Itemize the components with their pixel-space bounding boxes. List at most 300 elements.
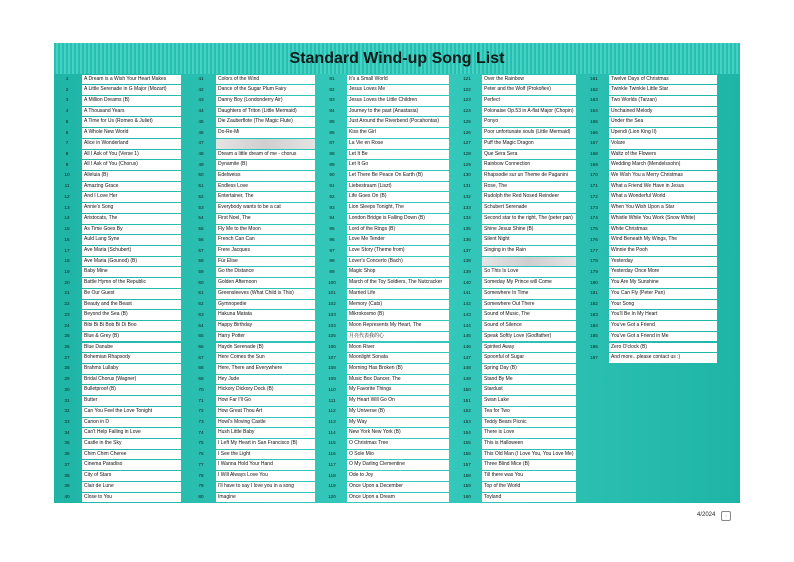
song-number: 179 <box>590 268 598 274</box>
song-title: Bridal Chorus (Wagner) <box>82 375 181 385</box>
song-row <box>454 385 576 396</box>
song-row <box>319 299 449 310</box>
song-title: Blue & Grey (B) <box>82 332 181 342</box>
song-title: My Favorite Things <box>347 385 449 395</box>
song-row <box>54 438 181 449</box>
song-title: Rhapsodie sur un Theme de Paganini <box>482 171 576 181</box>
song-title: Can You Feel the Love Tonight <box>82 407 181 417</box>
song-title: It's a Small World <box>347 75 449 85</box>
song-number: 98 <box>329 258 335 264</box>
song-title: Imagine <box>216 493 315 503</box>
song-row <box>54 481 181 492</box>
song-title: Beyond the Sea (B) <box>82 310 181 320</box>
song-title: Brahms Lullaby <box>82 364 181 374</box>
song-title: How Great Thou Art <box>216 407 315 417</box>
song-column <box>188 74 315 503</box>
song-title: Ponyo <box>482 117 576 127</box>
song-number: 70 <box>198 386 204 392</box>
song-title: New York New York (B) <box>347 428 449 438</box>
song-number: 1 <box>65 76 69 81</box>
song-title: Puff the Magic Dragon <box>482 139 576 149</box>
song-title: Howl's Moving Castle <box>216 418 315 428</box>
song-title: We Wish You a Merry Christmas <box>609 171 717 181</box>
song-title: Edelweiss <box>216 171 315 181</box>
song-title: Yesterday Once More <box>609 267 717 277</box>
song-row <box>454 278 576 289</box>
song-title: Cinema Paradiso <box>82 460 181 470</box>
song-number: 168 <box>590 151 598 157</box>
song-row <box>581 170 717 181</box>
song-number: 20 <box>64 279 70 285</box>
song-number: 5 <box>65 118 69 124</box>
song-row <box>454 170 576 181</box>
song-title: Ave Maria (Gounod) (B) <box>82 257 181 267</box>
song-number: 44 <box>198 108 204 114</box>
song-row <box>454 481 576 492</box>
song-number: 150 <box>463 386 471 392</box>
song-number: 157 <box>463 461 471 467</box>
song-row <box>454 374 576 385</box>
song-title: Winnie the Pooh <box>609 246 717 256</box>
song-number: 67 <box>198 354 204 360</box>
song-title <box>216 139 315 149</box>
song-row <box>319 396 449 407</box>
song-title: Mikrokosmo (B) <box>347 310 449 320</box>
song-number: 45 <box>198 118 204 124</box>
song-row <box>319 417 449 428</box>
song-title: White Christmas <box>609 225 717 235</box>
song-number: 141 <box>463 290 471 296</box>
footer-date: 4/2024 <box>697 512 716 518</box>
song-title: Twinkle Twinkle Little Star <box>609 85 717 95</box>
song-number: 136 <box>463 236 471 242</box>
song-number: 107 <box>328 354 336 360</box>
song-number: 164 <box>590 108 598 114</box>
song-title: Let It Go <box>347 160 449 170</box>
song-row <box>188 299 315 310</box>
song-number: 114 <box>328 429 336 435</box>
song-row <box>581 160 717 171</box>
song-row <box>454 213 576 224</box>
song-number: 15 <box>64 226 70 232</box>
song-number: 22 <box>64 301 70 307</box>
song-row <box>188 374 315 385</box>
song-row <box>581 321 717 332</box>
song-title: You've Got a Friend <box>609 321 717 331</box>
song-title: Für Elise <box>216 257 315 267</box>
song-number: 24 <box>64 322 70 328</box>
song-title: Memory (Cats) <box>347 300 449 310</box>
song-row <box>188 406 315 417</box>
song-title: Sound of Silence <box>482 321 576 331</box>
song-number: 52 <box>198 193 204 199</box>
song-row <box>319 342 449 353</box>
song-number: 176 <box>590 236 598 242</box>
song-row <box>188 203 315 214</box>
song-row <box>454 149 576 160</box>
song-title: Here Comes the Sun <box>216 353 315 363</box>
song-number: 155 <box>463 440 471 446</box>
song-title: O Sole Mio <box>347 450 449 460</box>
song-title: Upendi (Lion King II) <box>609 128 717 138</box>
song-row <box>454 310 576 321</box>
song-number: 143 <box>463 311 471 317</box>
song-number: 26 <box>64 344 70 349</box>
song-row <box>319 95 449 106</box>
song-title: You've Got a Friend in Me <box>609 332 717 342</box>
song-title: I See the Light <box>216 450 315 460</box>
song-number: 152 <box>463 408 471 414</box>
song-title: Volare <box>609 139 717 149</box>
song-title: Hush Little Baby <box>216 428 315 438</box>
song-title: Moon Represents My Heart, The <box>347 321 449 331</box>
song-row <box>188 170 315 181</box>
song-row <box>188 471 315 482</box>
song-title: Yesterday <box>609 257 717 267</box>
song-number: 71 <box>198 397 204 403</box>
song-row <box>581 74 717 85</box>
song-row <box>54 385 181 396</box>
song-number: 55 <box>198 226 204 232</box>
song-title: Somewhere In Time <box>482 289 576 299</box>
song-number: 145 <box>463 333 471 339</box>
song-number: 34 <box>64 429 70 435</box>
song-row <box>581 95 717 106</box>
song-number: 40 <box>64 494 70 500</box>
song-row <box>454 181 576 192</box>
song-number: 117 <box>328 461 336 467</box>
song-title: Zero O'clock (B) <box>609 343 717 353</box>
song-row <box>188 353 315 364</box>
song-title: Hakuna Matata <box>216 310 315 320</box>
song-title: Journey to the past (Anastasia) <box>347 107 449 117</box>
song-row <box>319 138 449 149</box>
song-title: Singing in the Rain <box>482 246 576 256</box>
song-number: 120 <box>328 494 336 500</box>
song-number: 154 <box>463 429 471 435</box>
song-title: Rainbow Connection <box>482 160 576 170</box>
song-row <box>319 85 449 96</box>
song-number: 181 <box>590 290 598 296</box>
song-row <box>454 353 576 364</box>
song-title: Fly Me to the Moon <box>216 225 315 235</box>
song-title: Once Upon a Dream <box>347 493 449 503</box>
song-row <box>454 342 576 353</box>
song-number: 79 <box>198 483 204 489</box>
song-row <box>188 278 315 289</box>
song-title: This Old Man (I Love You, You Love Me) <box>482 450 576 460</box>
song-row <box>319 235 449 246</box>
song-title: Stardust <box>482 385 576 395</box>
song-row <box>54 170 181 181</box>
song-row <box>581 331 717 342</box>
song-number: 174 <box>590 215 598 221</box>
song-number: 74 <box>198 429 204 435</box>
song-number: 125 <box>463 118 471 124</box>
song-row <box>454 95 576 106</box>
song-row <box>54 363 181 374</box>
song-row <box>454 138 576 149</box>
song-number: 187 <box>590 354 598 360</box>
song-row <box>319 181 449 192</box>
song-number: 184 <box>590 322 598 328</box>
song-title: Jesus Loves the Little Children <box>347 96 449 106</box>
song-title: Under the Sea <box>609 117 717 127</box>
song-row <box>581 213 717 224</box>
song-row <box>319 363 449 374</box>
song-title: Spirited Away <box>482 343 576 353</box>
song-number: 156 <box>463 451 471 457</box>
song-number: 163 <box>590 97 598 103</box>
song-number: 115 <box>328 440 336 446</box>
song-row <box>319 149 449 160</box>
song-number: 147 <box>463 354 471 360</box>
song-title: Harry Potter <box>216 332 315 342</box>
song-row <box>188 321 315 332</box>
song-row <box>454 106 576 117</box>
song-row <box>319 278 449 289</box>
page-title: Standard Wind-up Song List <box>289 50 505 67</box>
song-title: Here, There and Everywhere <box>216 364 315 374</box>
song-row <box>454 246 576 257</box>
song-number: 75 <box>198 440 204 446</box>
song-title: French Can Can <box>216 235 315 245</box>
song-title: Everybody wants to be a cat <box>216 203 315 213</box>
song-row <box>54 192 181 203</box>
song-row <box>54 224 181 235</box>
song-title: Do-Re-Mi <box>216 128 315 138</box>
song-column <box>454 74 576 503</box>
song-title: Annie's Song <box>82 203 181 213</box>
song-title: London Bridge is Falling Down (B) <box>347 214 449 224</box>
song-row <box>454 74 576 85</box>
song-row <box>54 321 181 332</box>
song-title: I Left My Heart in San Francisco (B) <box>216 439 315 449</box>
song-number: 27 <box>64 354 70 360</box>
song-row <box>54 449 181 460</box>
song-row <box>581 128 717 139</box>
song-title: Top of the World <box>482 482 576 492</box>
song-number: 159 <box>463 483 471 489</box>
song-number: 86 <box>329 129 335 135</box>
song-row <box>454 492 576 503</box>
song-number: 149 <box>463 376 471 382</box>
song-title: And more...please contact us :) <box>609 353 717 363</box>
song-title: A Whole New World <box>82 128 181 138</box>
song-row <box>581 106 717 117</box>
song-title: Golden Afternoon <box>216 278 315 288</box>
song-number: 178 <box>590 258 598 264</box>
song-number: 111 <box>328 397 336 403</box>
song-number: 122 <box>463 86 471 92</box>
song-number: 3 <box>65 97 69 103</box>
song-title: Dream a little dream of me - chorus <box>216 150 315 160</box>
song-number: 108 <box>328 365 336 371</box>
corner-mark-icon: ▫ <box>721 511 731 521</box>
song-row <box>54 406 181 417</box>
song-row <box>454 160 576 171</box>
song-title: Gymnopedie <box>216 300 315 310</box>
song-row <box>188 481 315 492</box>
song-number: 58 <box>198 258 204 264</box>
song-title: Baby Mine <box>82 267 181 277</box>
song-number: 19 <box>64 268 70 274</box>
song-row <box>581 267 717 278</box>
song-title: A Dream is a Wish Your Heart Makes <box>82 75 181 85</box>
song-row <box>319 321 449 332</box>
song-row <box>319 192 449 203</box>
song-row <box>54 138 181 149</box>
song-number: 59 <box>198 268 204 274</box>
song-title: And I Love Her <box>82 192 181 202</box>
song-title: Magic Shop <box>347 267 449 277</box>
song-title: So This Is Love <box>482 267 576 277</box>
song-title: Rudolph the Red Nosed Reindeer <box>482 192 576 202</box>
song-number: 116 <box>328 451 336 457</box>
song-title: Alice in Wonderland <box>82 139 181 149</box>
song-number: 161 <box>590 76 598 81</box>
song-title: Go the Distance <box>216 267 315 277</box>
song-number: 48 <box>198 151 204 157</box>
song-number: 38 <box>64 472 70 478</box>
song-title: Haydn Serenade (B) <box>216 343 315 353</box>
song-number: 171 <box>590 183 598 189</box>
song-row <box>581 224 717 235</box>
song-number: 17 <box>64 247 70 253</box>
song-number: 167 <box>590 140 598 146</box>
song-column <box>54 74 181 503</box>
song-row <box>188 385 315 396</box>
song-row <box>54 85 181 96</box>
song-number: 25 <box>64 333 70 339</box>
song-number: 110 <box>328 386 336 392</box>
song-number: 65 <box>198 333 204 339</box>
song-row <box>54 492 181 503</box>
song-title: Jesus Loves Me <box>347 85 449 95</box>
song-row <box>319 160 449 171</box>
song-row <box>319 246 449 257</box>
song-title: March of the Toy Soldiers, The Nutcracker <box>347 278 449 288</box>
song-row <box>54 278 181 289</box>
song-number: 92 <box>329 193 335 199</box>
song-row <box>188 396 315 407</box>
song-number: 68 <box>198 365 204 371</box>
song-title: Close to You <box>82 493 181 503</box>
song-column <box>319 74 449 503</box>
song-row <box>454 438 576 449</box>
song-row <box>188 492 315 503</box>
song-row <box>454 203 576 214</box>
song-row <box>54 128 181 139</box>
song-title: A Time for Us (Romeo & Juliet) <box>82 117 181 127</box>
song-title: Que Sera Sera <box>482 150 576 160</box>
song-row <box>454 288 576 299</box>
song-number: 96 <box>329 236 335 242</box>
song-row <box>319 460 449 471</box>
song-title: Ode to Joy <box>347 471 449 481</box>
song-number: 131 <box>463 183 471 189</box>
song-number: 99 <box>329 268 335 274</box>
song-row <box>188 149 315 160</box>
song-title: A Little Serenade in G Major (Mozart) <box>82 85 181 95</box>
song-row <box>54 417 181 428</box>
song-title: Wedding March (Mendelssohn) <box>609 160 717 170</box>
song-title: Perfect <box>482 96 576 106</box>
song-row <box>188 74 315 85</box>
song-number: 37 <box>64 461 70 467</box>
song-row <box>319 203 449 214</box>
song-title: Toyland <box>482 493 576 503</box>
song-row <box>54 149 181 160</box>
song-row <box>454 460 576 471</box>
song-row <box>319 385 449 396</box>
song-row <box>188 417 315 428</box>
song-title: Rose, The <box>482 182 576 192</box>
song-row <box>54 267 181 278</box>
song-title: Dynamite (B) <box>216 160 315 170</box>
song-title: Schubert Serenade <box>482 203 576 213</box>
song-title: Your Song <box>609 300 717 310</box>
song-row <box>188 106 315 117</box>
song-title: Let There Be Peace On Earth (B) <box>347 171 449 181</box>
song-title: Speak Softly Love (Godfather) <box>482 332 576 342</box>
song-number: 121 <box>463 76 471 81</box>
song-row <box>581 138 717 149</box>
song-title: Canon in D <box>82 418 181 428</box>
song-title: Kiss the Girl <box>347 128 449 138</box>
song-row <box>581 310 717 321</box>
song-row <box>581 117 717 128</box>
song-row <box>188 310 315 321</box>
song-row <box>454 299 576 310</box>
song-number: 82 <box>329 86 335 92</box>
song-number: 81 <box>329 76 335 81</box>
song-row <box>454 85 576 96</box>
song-row <box>188 256 315 267</box>
song-row <box>188 213 315 224</box>
song-row <box>188 288 315 299</box>
song-row <box>319 406 449 417</box>
song-number: 126 <box>463 129 471 135</box>
song-row <box>188 246 315 257</box>
song-title: O Christmas Tree <box>347 439 449 449</box>
song-row <box>581 288 717 299</box>
song-title <box>482 257 576 267</box>
song-title: A Million Dreams (B) <box>82 96 181 106</box>
song-number: 50 <box>198 172 204 178</box>
song-title: Poor unfortunate souls (Little Mermaid) <box>482 128 576 138</box>
song-number: 84 <box>329 108 335 114</box>
song-number: 88 <box>329 151 335 157</box>
song-row <box>188 449 315 460</box>
song-row <box>454 267 576 278</box>
song-row <box>188 117 315 128</box>
song-row <box>454 331 576 342</box>
song-title: Over the Rainbow <box>482 75 576 85</box>
song-title: Swan Lake <box>482 396 576 406</box>
song-title: First Noel, The <box>216 214 315 224</box>
song-row <box>188 181 315 192</box>
song-title: Polonaise Op.53 in A-flat Major (Chopin) <box>482 107 576 117</box>
song-row <box>188 267 315 278</box>
song-column <box>581 74 717 503</box>
song-row <box>54 246 181 257</box>
song-number: 175 <box>590 226 598 232</box>
song-title: Greensleeves (What Child is This) <box>216 289 315 299</box>
song-number: 4 <box>65 108 69 114</box>
song-row <box>188 438 315 449</box>
song-number: 127 <box>463 140 471 146</box>
